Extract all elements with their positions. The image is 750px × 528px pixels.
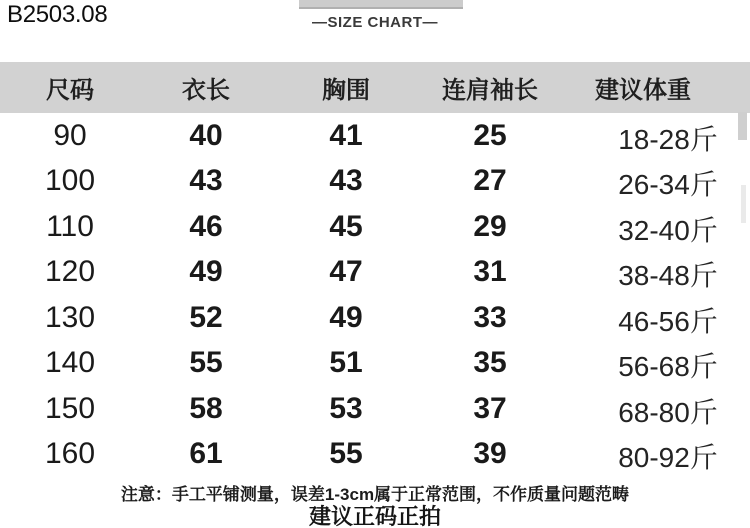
cell-sleeve: 33 — [473, 300, 507, 334]
cell-sleeve: 25 — [473, 118, 507, 152]
cell-weight: 38-48斤 — [618, 260, 718, 292]
cell-weight: 80-92斤 — [618, 442, 718, 474]
cell-chest: 49 — [329, 300, 363, 334]
cell-length: 49 — [189, 255, 223, 289]
table-row — [0, 341, 750, 387]
table-row — [0, 159, 750, 205]
cell-length: 46 — [189, 209, 223, 243]
cell-size: 110 — [46, 209, 94, 243]
cell-weight: 68-80斤 — [618, 396, 718, 428]
sizing-tip: 建议正码正拍 — [308, 504, 441, 528]
cell-sleeve: 29 — [473, 209, 507, 243]
cell-weight: 26-34斤 — [618, 169, 718, 201]
cell-length: 43 — [189, 164, 223, 198]
cell-weight: 18-28斤 — [618, 123, 718, 155]
cell-size: 150 — [44, 391, 96, 425]
cell-size: 90 — [53, 118, 87, 152]
cell-length: 58 — [189, 391, 223, 425]
cell-size: 100 — [44, 164, 96, 198]
table-row — [0, 250, 750, 296]
cell-chest: 45 — [329, 209, 363, 243]
cell-length: 52 — [189, 300, 223, 334]
column-header-weight: 建议体重 — [595, 77, 691, 104]
column-header-chest: 胸围 — [322, 77, 370, 104]
cell-size: 160 — [44, 437, 96, 471]
cell-weight: 46-56斤 — [618, 305, 718, 337]
measurement-note: 注意：手工平铺测量，误差1-3cm属于正常范围，不作质量问题范畴 — [120, 485, 630, 504]
cell-size: 140 — [44, 346, 96, 380]
cell-sleeve: 39 — [473, 437, 507, 471]
cell-chest: 41 — [329, 118, 363, 152]
table-row — [0, 432, 750, 478]
cell-sleeve: 37 — [473, 391, 507, 425]
cell-sleeve: 31 — [473, 255, 507, 289]
cell-sleeve: 27 — [473, 164, 507, 198]
cell-chest: 53 — [329, 391, 363, 425]
table-row — [0, 295, 750, 341]
size-chart-title: —SIZE CHART— — [312, 14, 438, 31]
scrollbar-track-mark — [741, 185, 746, 223]
column-header-length: 衣长 — [182, 77, 230, 104]
cell-chest: 47 — [329, 255, 363, 289]
column-header-size: 尺码 — [46, 77, 94, 104]
cell-size: 120 — [44, 255, 96, 289]
table-row — [0, 204, 750, 250]
cell-chest: 43 — [329, 164, 363, 198]
column-header-sleeve: 连肩袖长 — [442, 77, 538, 104]
cell-length: 61 — [189, 437, 223, 471]
table-header-row — [0, 62, 750, 113]
cell-length: 55 — [189, 346, 223, 380]
size-table — [0, 62, 750, 477]
cell-size: 130 — [44, 300, 96, 334]
cell-chest: 55 — [329, 437, 363, 471]
cell-chest: 51 — [329, 346, 363, 380]
table-row — [0, 113, 750, 159]
photo-bottom-strip — [299, 0, 463, 9]
cell-sleeve: 35 — [473, 346, 507, 380]
cell-weight: 32-40斤 — [618, 214, 718, 246]
table-row — [0, 386, 750, 432]
cell-length: 40 — [189, 118, 223, 152]
cell-weight: 56-68斤 — [618, 351, 718, 383]
scrollbar-thumb[interactable] — [738, 112, 747, 140]
product-code: B2503.08 — [7, 1, 108, 28]
